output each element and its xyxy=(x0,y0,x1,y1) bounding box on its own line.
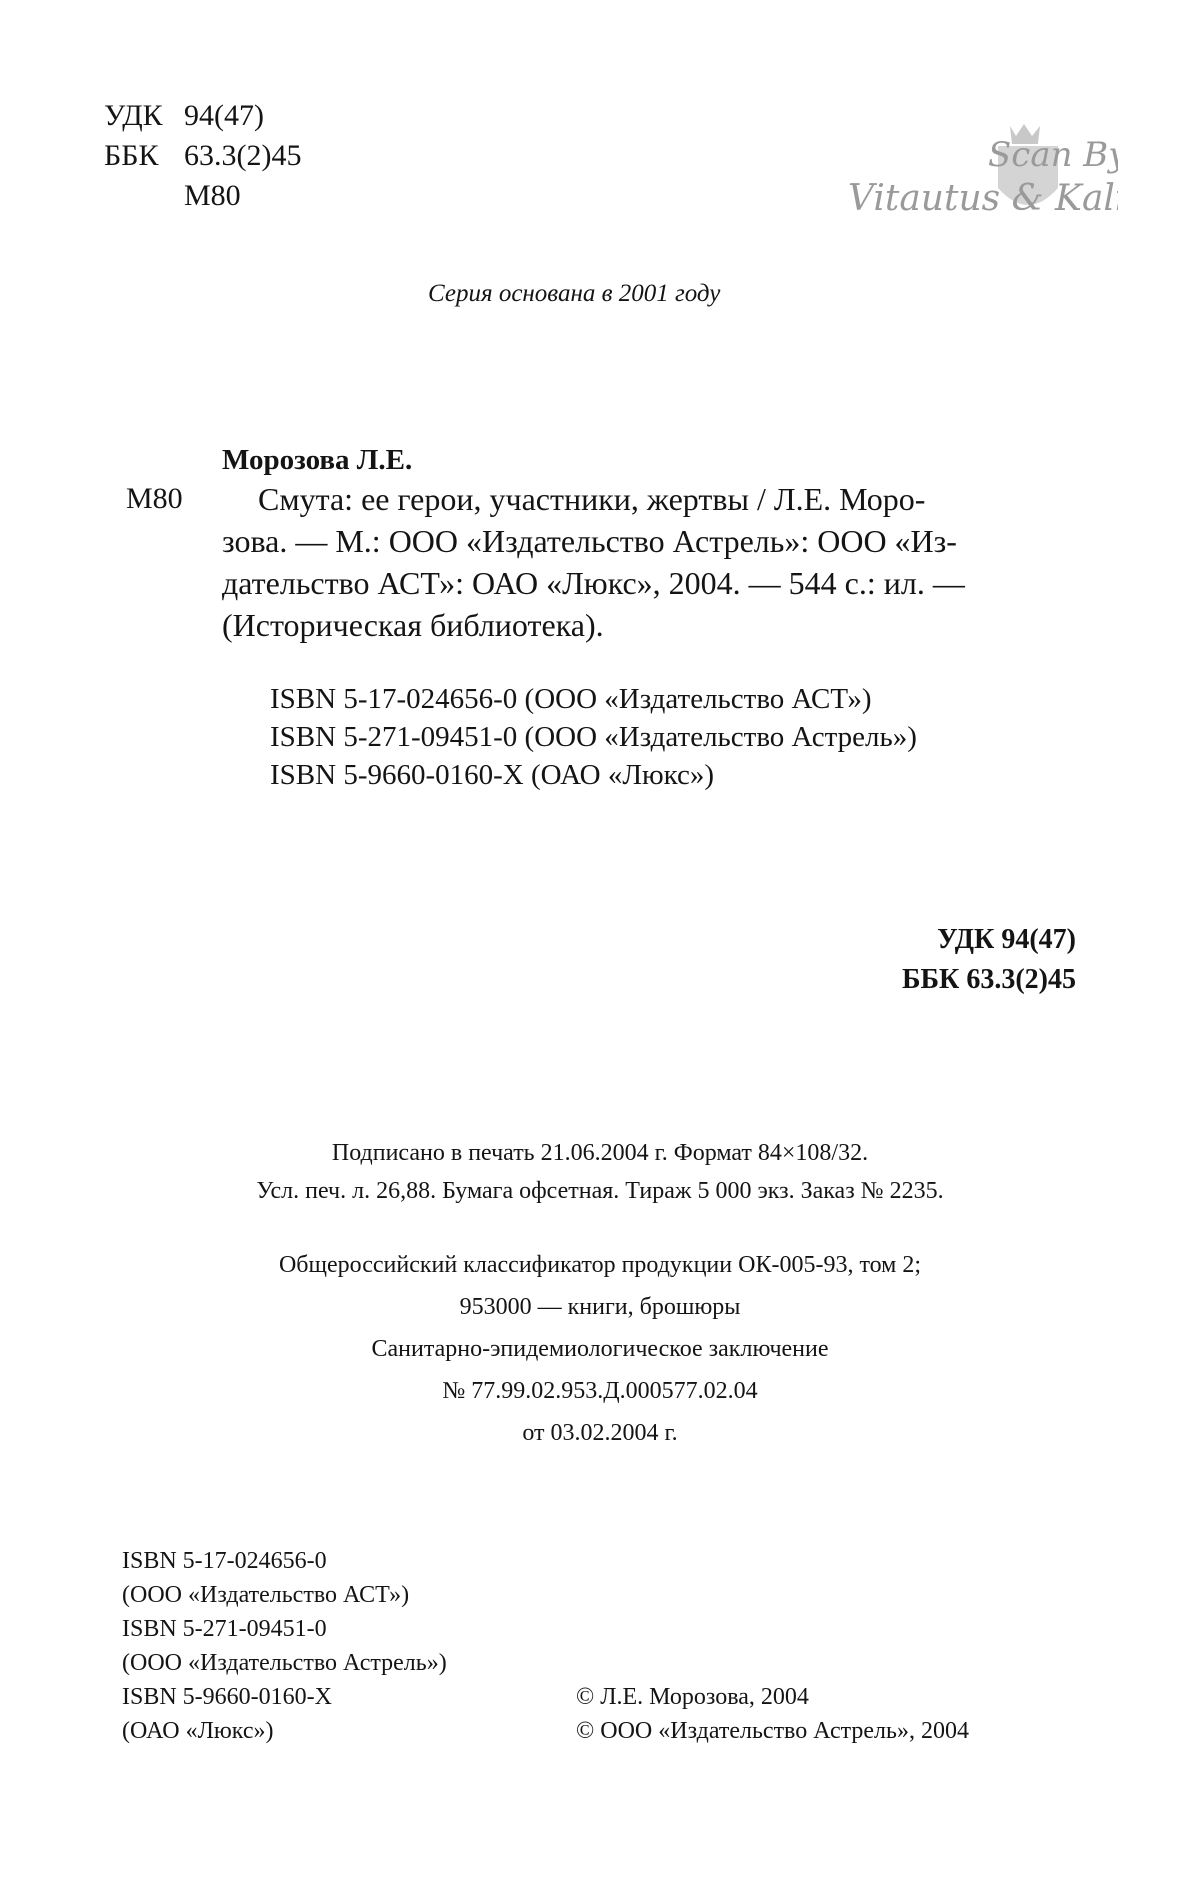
udk-right: УДК 94(47) xyxy=(937,924,1076,955)
watermark-icon xyxy=(838,118,1118,233)
print-info xyxy=(0,1134,1200,1210)
catalog-entry-line: (Историческая библиотека). xyxy=(222,607,604,643)
catalog-entry-line: Смута: ее герои, участники, жертвы / Л.Е. Моро- xyxy=(258,481,926,517)
bbk-right: ББК 63.3(2)45 xyxy=(902,964,1076,995)
classification-top xyxy=(104,96,301,216)
classifier-line: № 77.99.02.953.Д.000577.02.04 xyxy=(442,1378,758,1404)
author-mark-row xyxy=(104,176,301,216)
isbn-bottom-line: ISBN 5-271-09451-0 xyxy=(122,1616,327,1642)
isbn-bottom-line: (ОАО «Люкс») xyxy=(122,1718,274,1744)
bbk-value: 63.3(2)45 xyxy=(184,139,302,172)
isbn-bottom-line: (ООО «Издательство АСТ») xyxy=(122,1582,410,1608)
isbn-line: ISBN 5-9660-0160-Х (ОАО «Люкс») xyxy=(270,759,715,791)
catalog-code: М80 xyxy=(126,482,183,515)
classifier-line: 953000 — книги, брошюры xyxy=(459,1294,741,1320)
svg-text:Scan By: Scan By xyxy=(988,135,1118,175)
classification-right xyxy=(780,920,1076,1000)
classifier-line: Общероссийский классификатор продукции ОК-005-93, том 2; xyxy=(278,1252,922,1278)
classifier-line: Санитарно-эпидемиологическое заключение xyxy=(371,1336,829,1362)
catalog-author: Морозова Л.Е. xyxy=(222,444,413,476)
catalog-entry xyxy=(222,478,1077,646)
copyright-line: © Л.Е. Морозова, 2004 xyxy=(576,1684,809,1710)
print-info-line: Усл. печ. л. 26,88. Бумага офсетная. Тираж 5 000 экз. Заказ № 2235. xyxy=(256,1178,944,1204)
bbk-row xyxy=(104,136,301,176)
isbn-bottom-line: ISBN 5-17-024656-0 xyxy=(122,1548,327,1574)
catalog-entry-line: зова. — М.: ООО «Издательство Астрель»: ООО «Из- xyxy=(222,523,957,559)
isbn-bottom-list xyxy=(122,1544,447,1748)
scan-watermark-logo xyxy=(838,118,1118,233)
catalog-entry-line: дательство АСТ»: ОАО «Люкс», 2004. — 544 с.: ил. — xyxy=(222,565,965,601)
series-note: Серия основана в 2001 году xyxy=(428,280,721,307)
print-info-line: Подписано в печать 21.06.2004 г. Формат 84×108/32. xyxy=(331,1140,869,1166)
author-mark-value: М80 xyxy=(184,179,241,212)
udk-key: УДК xyxy=(104,99,163,132)
isbn-line: ISBN 5-17-024656-0 (ООО «Издательство АСТ») xyxy=(270,683,872,715)
isbn-bottom-line: (ООО «Издательство Астрель») xyxy=(122,1650,447,1676)
copyright-line: © ООО «Издательство Астрель», 2004 xyxy=(576,1718,969,1744)
catalog-isbn-list xyxy=(270,680,917,794)
udk-row xyxy=(104,96,301,136)
isbn-bottom-line: ISBN 5-9660-0160-Х xyxy=(122,1684,332,1710)
product-classifier xyxy=(0,1244,1200,1454)
udk-value: 94(47) xyxy=(184,99,264,132)
bbk-key: ББК xyxy=(104,139,159,172)
classifier-line: от 03.02.2004 г. xyxy=(522,1420,678,1446)
isbn-line: ISBN 5-271-09451-0 (ООО «Издательство Астрель») xyxy=(270,721,917,753)
svg-text:Vitautus & Kali: Vitautus & Kali xyxy=(848,178,1118,219)
copyright-block xyxy=(576,1680,969,1748)
